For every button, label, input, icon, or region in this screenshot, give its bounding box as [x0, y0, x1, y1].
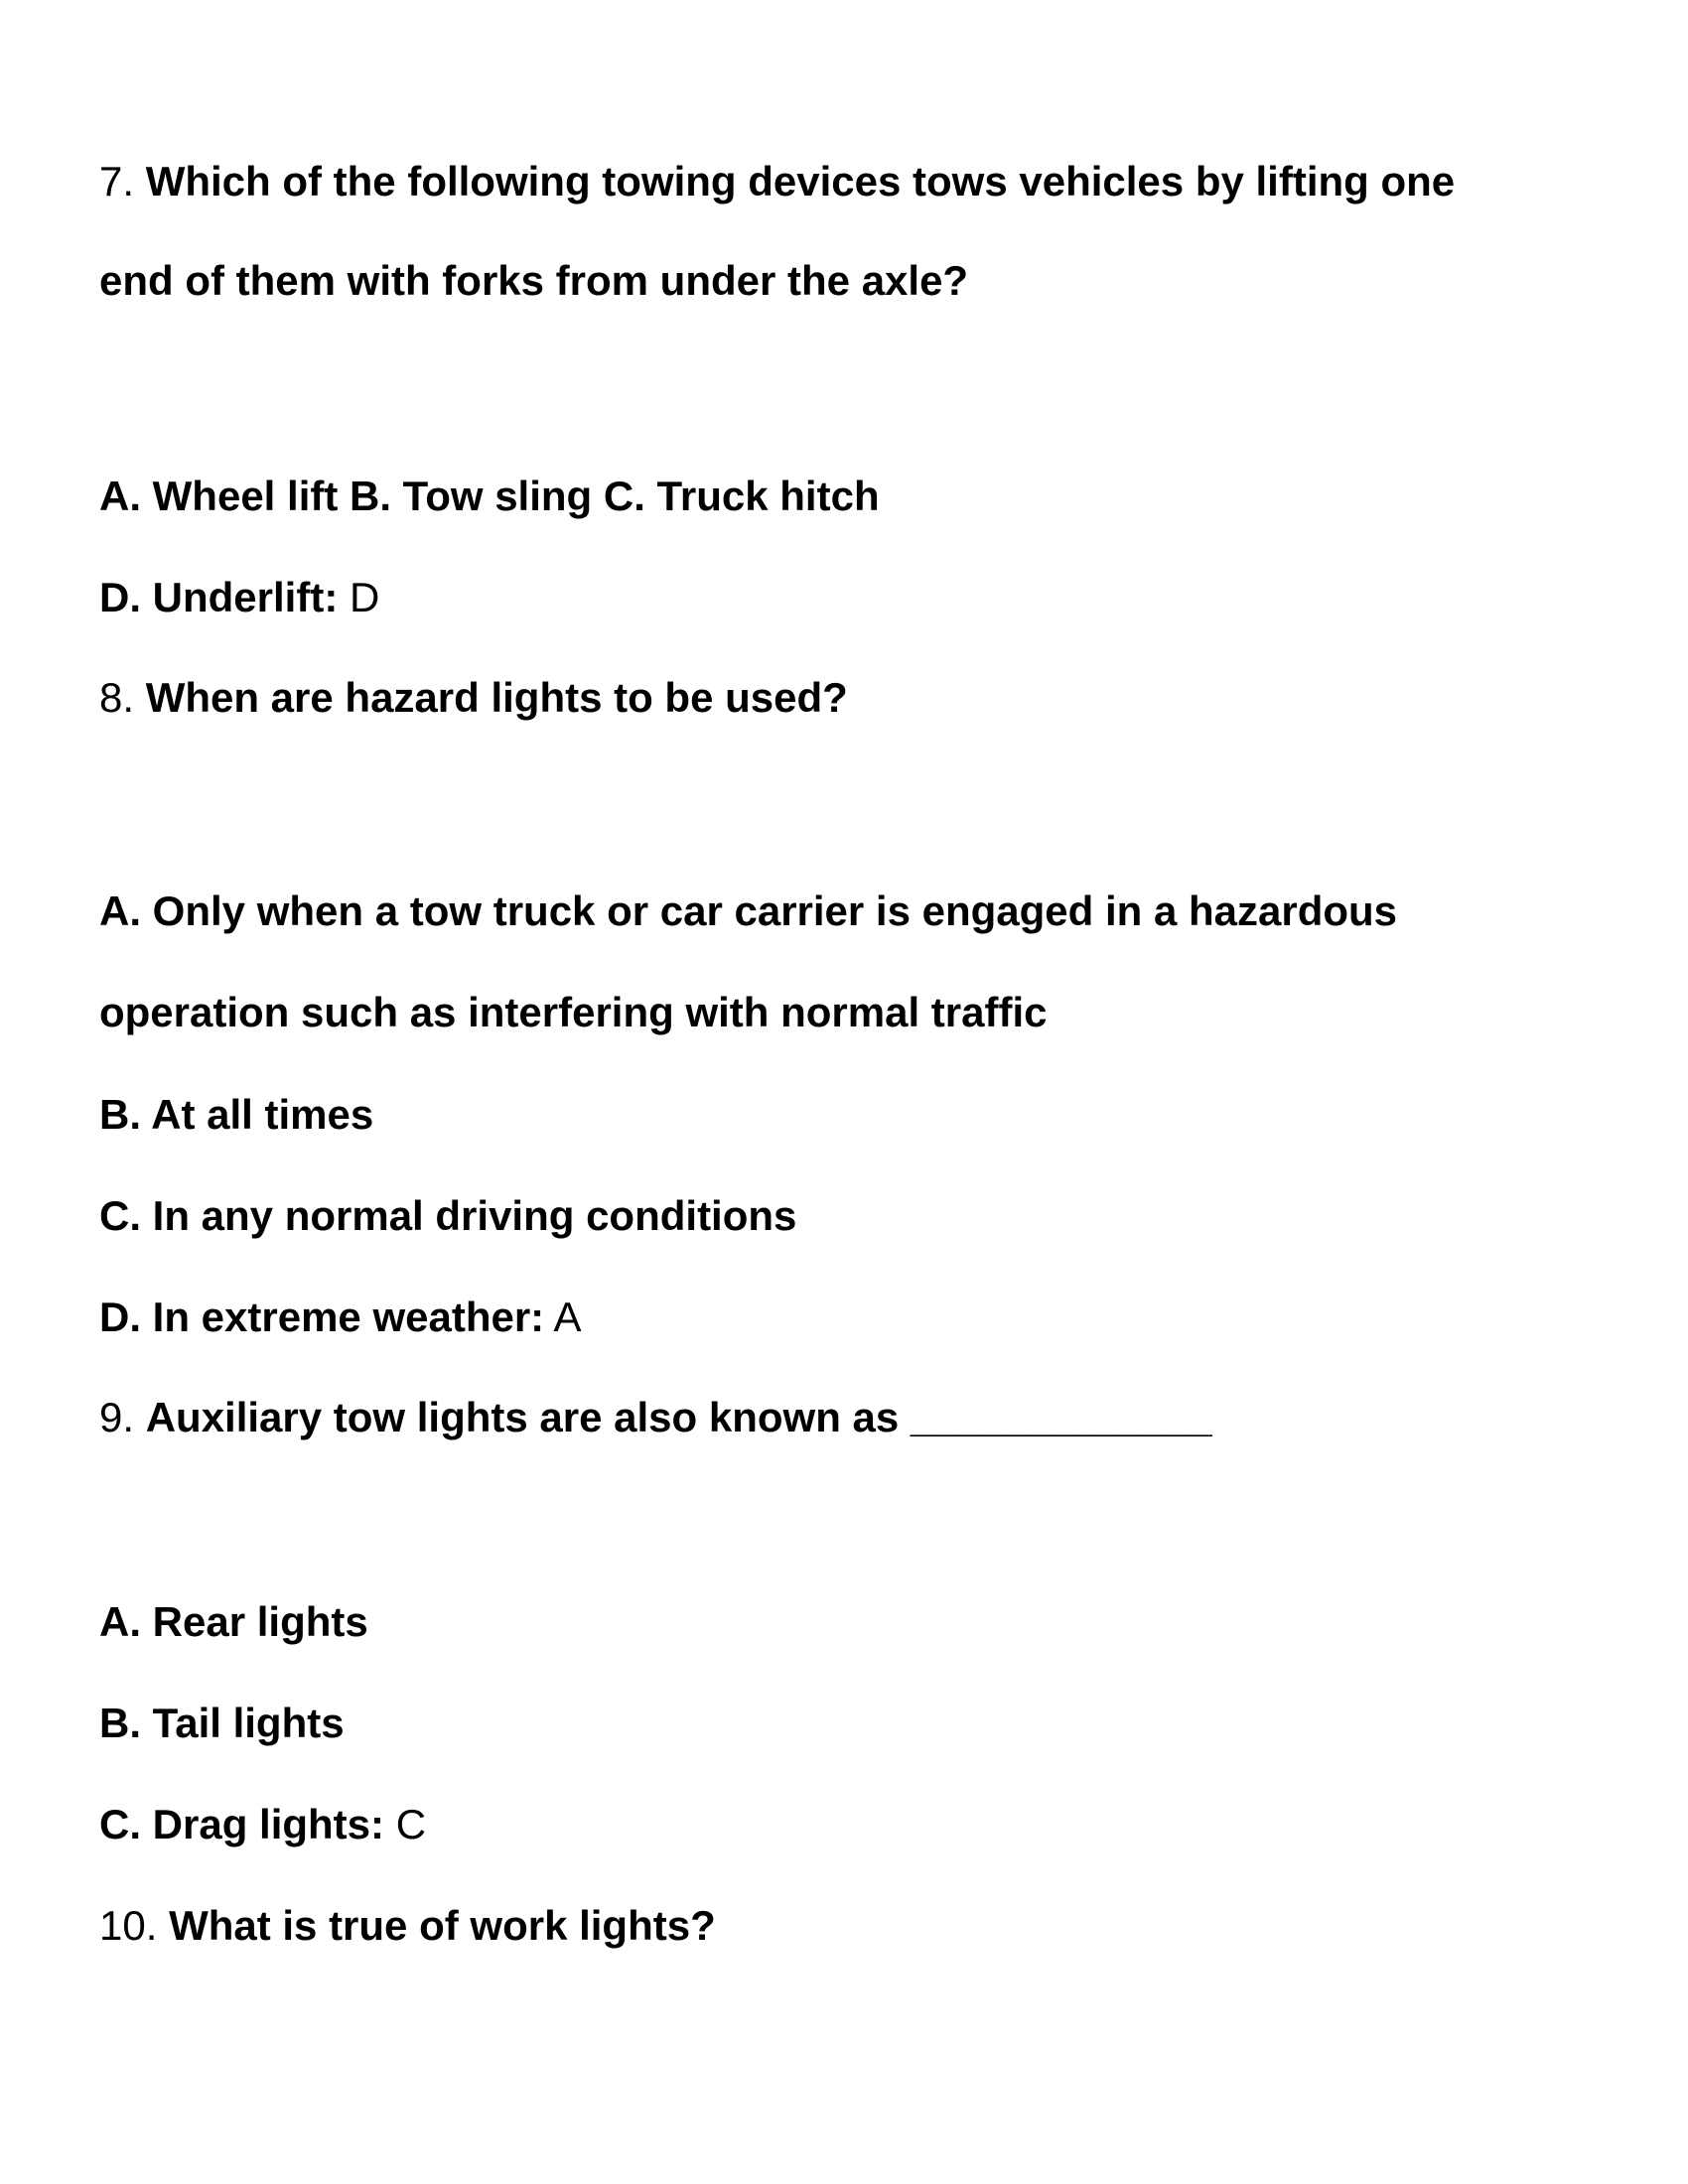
question-8-option-a-line-2: operation such as interfering with normal traffic — [99, 989, 1048, 1035]
question-number: 9. — [99, 1394, 135, 1440]
answer-key: D — [349, 574, 380, 620]
question-8-option-d — [99, 1294, 582, 1340]
question-number: 10. — [99, 1902, 158, 1949]
question-8-option-a-line-1: A. Only when a tow truck or car carrier is engaged in a hazardous — [99, 887, 1398, 934]
question-text: Which of the following towing devices tows vehicles by lifting one — [145, 158, 1456, 205]
answer-key: C — [395, 1801, 427, 1847]
question-7-option-d — [99, 574, 380, 620]
question-8-option-b: B. At all times — [99, 1091, 374, 1138]
question-7-line-2: end of them with forks from under the axle? — [99, 257, 969, 304]
question-number: 7. — [99, 158, 135, 205]
option-text: D. Underlift: — [99, 574, 339, 620]
answer-key: A — [553, 1294, 582, 1340]
option-text: C. Drag lights: — [99, 1801, 385, 1847]
question-7-options-abc: A. Wheel lift B. Tow sling C. Truck hitch — [99, 473, 880, 519]
question-9-option-b: B. Tail lights — [99, 1700, 345, 1746]
question-text: When are hazard lights to be used? — [145, 674, 848, 721]
question-10 — [99, 1902, 716, 1949]
question-number: 8. — [99, 674, 135, 721]
question-9-option-c — [99, 1801, 427, 1847]
question-8 — [99, 674, 848, 721]
question-text: Auxiliary tow lights are also known as _____________ — [145, 1394, 1212, 1440]
question-8-option-c: C. In any normal driving conditions — [99, 1192, 797, 1239]
question-7-line-1 — [99, 158, 1456, 205]
question-9 — [99, 1394, 1212, 1440]
question-text: What is true of work lights? — [169, 1902, 716, 1949]
question-9-option-a: A. Rear lights — [99, 1598, 368, 1645]
option-text: D. In extreme weather: — [99, 1294, 545, 1340]
